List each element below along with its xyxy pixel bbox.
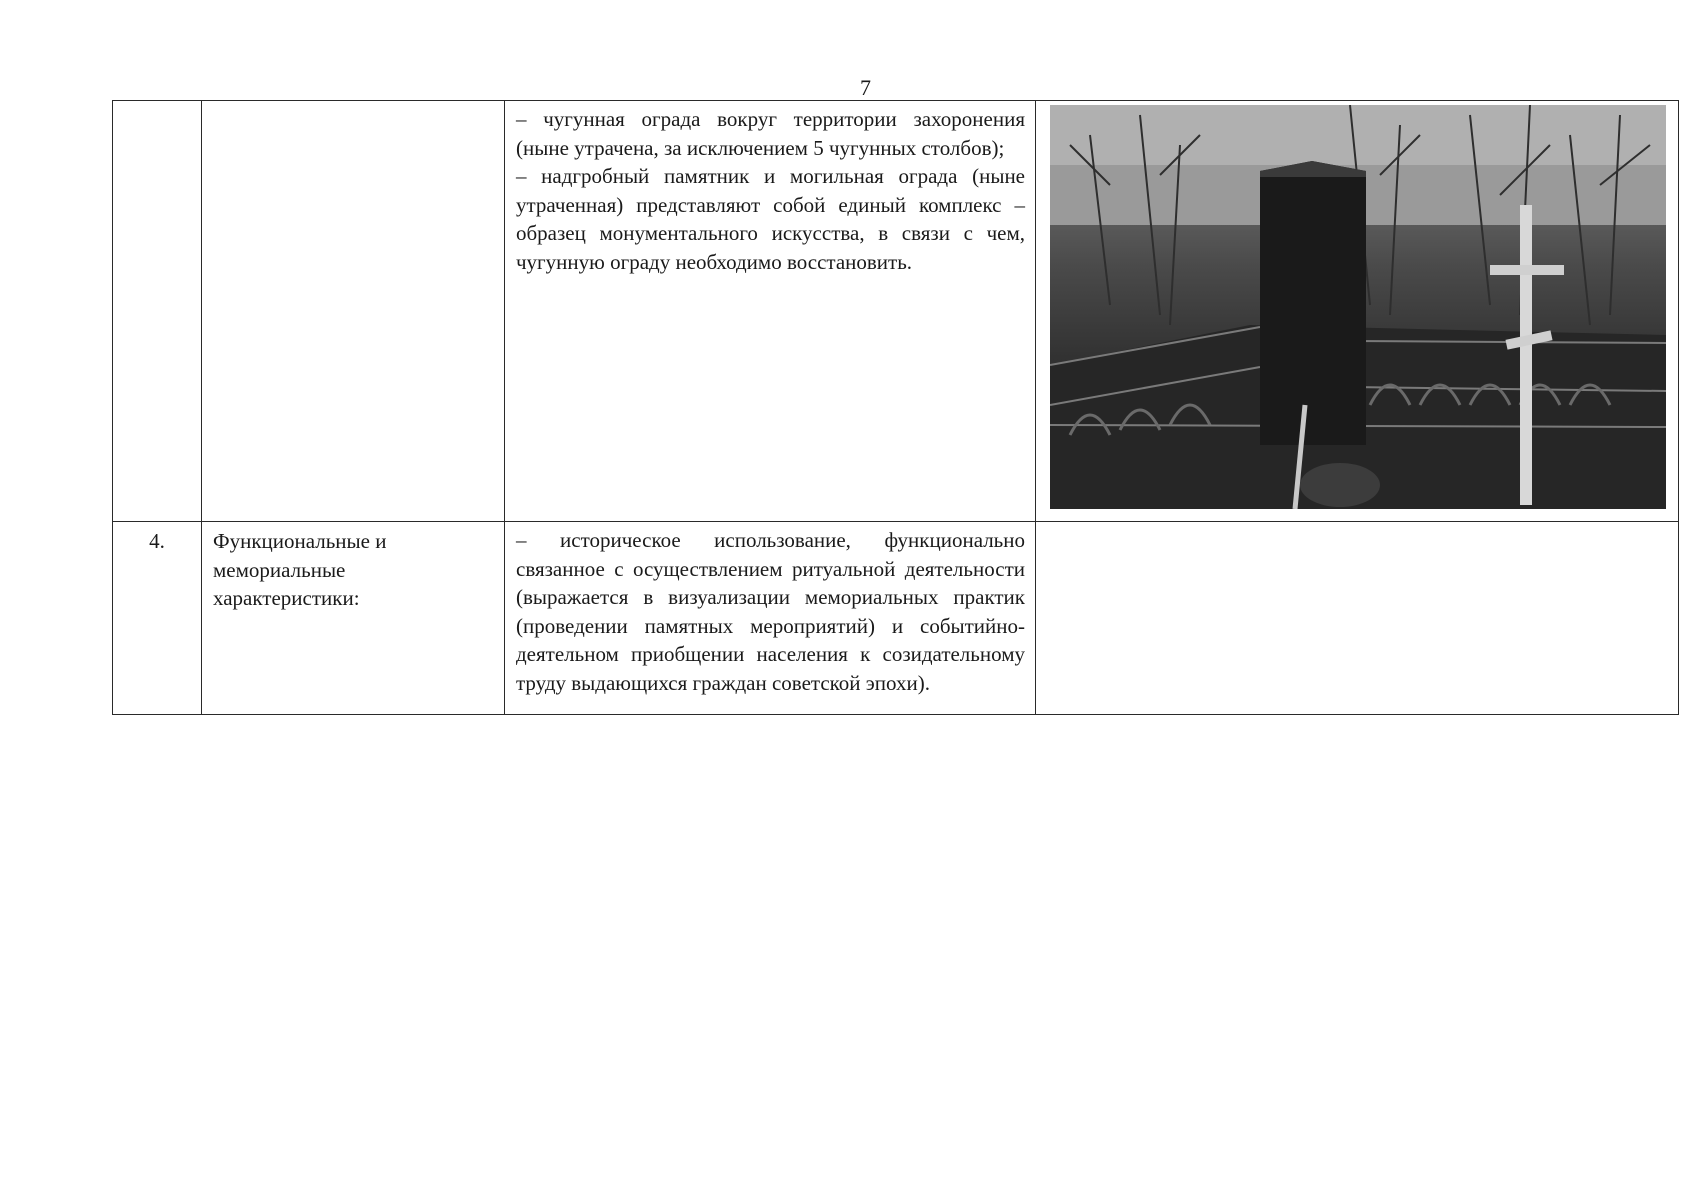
empty-photo-cell	[1036, 522, 1679, 715]
row-name: Функциональные и мемориальные характеристики:	[213, 529, 387, 610]
row-number-cell	[113, 522, 202, 715]
table-row-functional	[113, 522, 1679, 715]
row-name	[202, 101, 504, 106]
row-number: 4.	[149, 529, 165, 553]
description-item-monument: – надгробный памятник и могильная ограда (ныне утраченная) представляют собой единый комплекс – образец монументального искусства, в связи с чем, чугунную ограду необходимо восстановить.	[516, 164, 1025, 274]
photo-cell	[1036, 101, 1679, 522]
row-name-cell	[202, 101, 505, 522]
row-name-cell	[202, 522, 505, 715]
photo-illustration	[1050, 105, 1666, 509]
row-description	[505, 522, 1035, 697]
row-description	[505, 101, 1035, 276]
grave-monument-photo	[1050, 105, 1666, 509]
description-item-function: – историческое использование, функционально связанное с осуществлением ритуальной деятельности (выражается в визуализации мемориальных практик (проведении памятных мероприятий) и событийно-деятельном приобщении населения к созидательному труду выдающихся граждан советской эпохи).	[516, 528, 1025, 695]
row-number	[113, 101, 201, 106]
table-row-continuation	[113, 101, 1679, 522]
description-item-fence: – чугунная ограда вокруг территории захоронения (ныне утрачена, за исключением 5 чугунных столбов);	[516, 107, 1025, 160]
page-number: 7	[860, 75, 871, 100]
row-number-cell	[113, 101, 202, 522]
row-description-cell	[505, 101, 1036, 522]
heritage-table	[112, 100, 1679, 715]
row-description-cell	[505, 522, 1036, 715]
